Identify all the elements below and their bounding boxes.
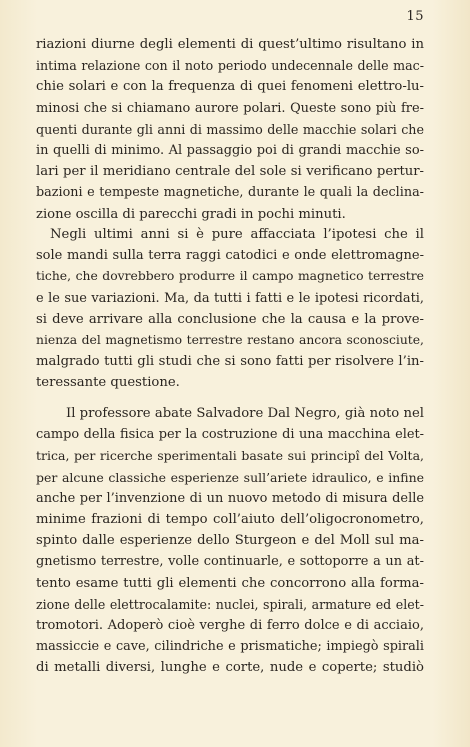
text-line: bazioni e tempeste magnetiche, durante le quali la declina- <box>36 185 424 201</box>
text-line: spinto dalle esperienze dello Sturgeon e del Moll sul ma- <box>36 533 424 549</box>
text-line: tento esame tutti gli elementi che concorrono alla forma- <box>36 575 424 591</box>
text-line: anche per l’invenzione di un nuovo metodo di misura delle <box>36 490 424 506</box>
text-line: minime frazioni di tempo coll’aiuto dell’oligocronometro, <box>36 511 424 527</box>
text-line: zione delle elettrocalamite: nuclei, spirali, armature ed elet- <box>36 596 424 612</box>
text-line: per alcune classiche esperienze sull’ariete idraulico, e infine <box>36 469 424 485</box>
text-line: malgrado tutti gli studi che si sono fatti per risolvere l’in- <box>36 354 424 370</box>
text-line: lari per il meridiano centrale del sole si verificano pertur- <box>36 164 424 180</box>
text-line: quenti durante gli anni di massimo delle macchie solari che <box>36 121 424 137</box>
text-line: campo della fisica per la costruzione di una macchina elet- <box>36 427 424 443</box>
text-line: si deve arrivare alla conclusione che la causa e la prove- <box>36 311 424 327</box>
text-line: riazioni diurne degli elementi di quest’ultimo risultano in <box>36 37 424 52</box>
text-line: di metalli diversi, lunghe e corte, nude e coperte; studiò <box>36 660 424 676</box>
paragraph-3 <box>36 403 424 678</box>
page-number: 15 <box>406 9 424 24</box>
text-line: sole mandi sulla terra raggi catodici e onde elettromagne- <box>36 248 424 264</box>
text-line: tromotori. Adoperò cioè verghe di ferro dolce e di acciaio, <box>36 617 424 633</box>
text-line: trica, per ricerche sperimentali basate sui principî del Volta, <box>36 448 424 464</box>
text-line: massiccie e cave, cilindriche e prismatiche; impiegò spirali <box>36 639 424 655</box>
text-line: minosi che si chiamano aurore polari. Queste sono più fre- <box>36 100 424 116</box>
text-line: nienza del magnetismo terrestre restano ancora sconosciute, <box>36 332 424 347</box>
text-line: tiche, che dovrebbero produrre il campo magnetico terrestre <box>36 269 424 284</box>
text-line: Negli ultimi anni si è pure affacciata l’ipotesi che il <box>50 227 424 242</box>
text-line: chie solari e con la frequenza di quei fenomeni elettro-lu- <box>36 79 424 95</box>
text-line: teressante questione. <box>36 375 180 391</box>
text-line: e le sue variazioni. Ma, da tutti i fatti e le ipotesi ricordati, <box>36 290 424 306</box>
paragraph-1 <box>36 34 424 225</box>
text-line: Il professore abate Salvadore Dal Negro, già noto nel <box>66 406 424 421</box>
text-line: intima relazione con il noto periodo undecennale delle mac- <box>36 58 424 74</box>
text-line: in quelli di minimo. Al passaggio poi di grandi macchie so- <box>36 142 424 158</box>
paragraph-2 <box>36 224 424 394</box>
text-line: gnetismo terrestre, volle continuarle, e sottoporre a un at- <box>36 554 424 570</box>
text-line: zione oscilla di parecchi gradi in pochi minuti. <box>36 206 346 222</box>
